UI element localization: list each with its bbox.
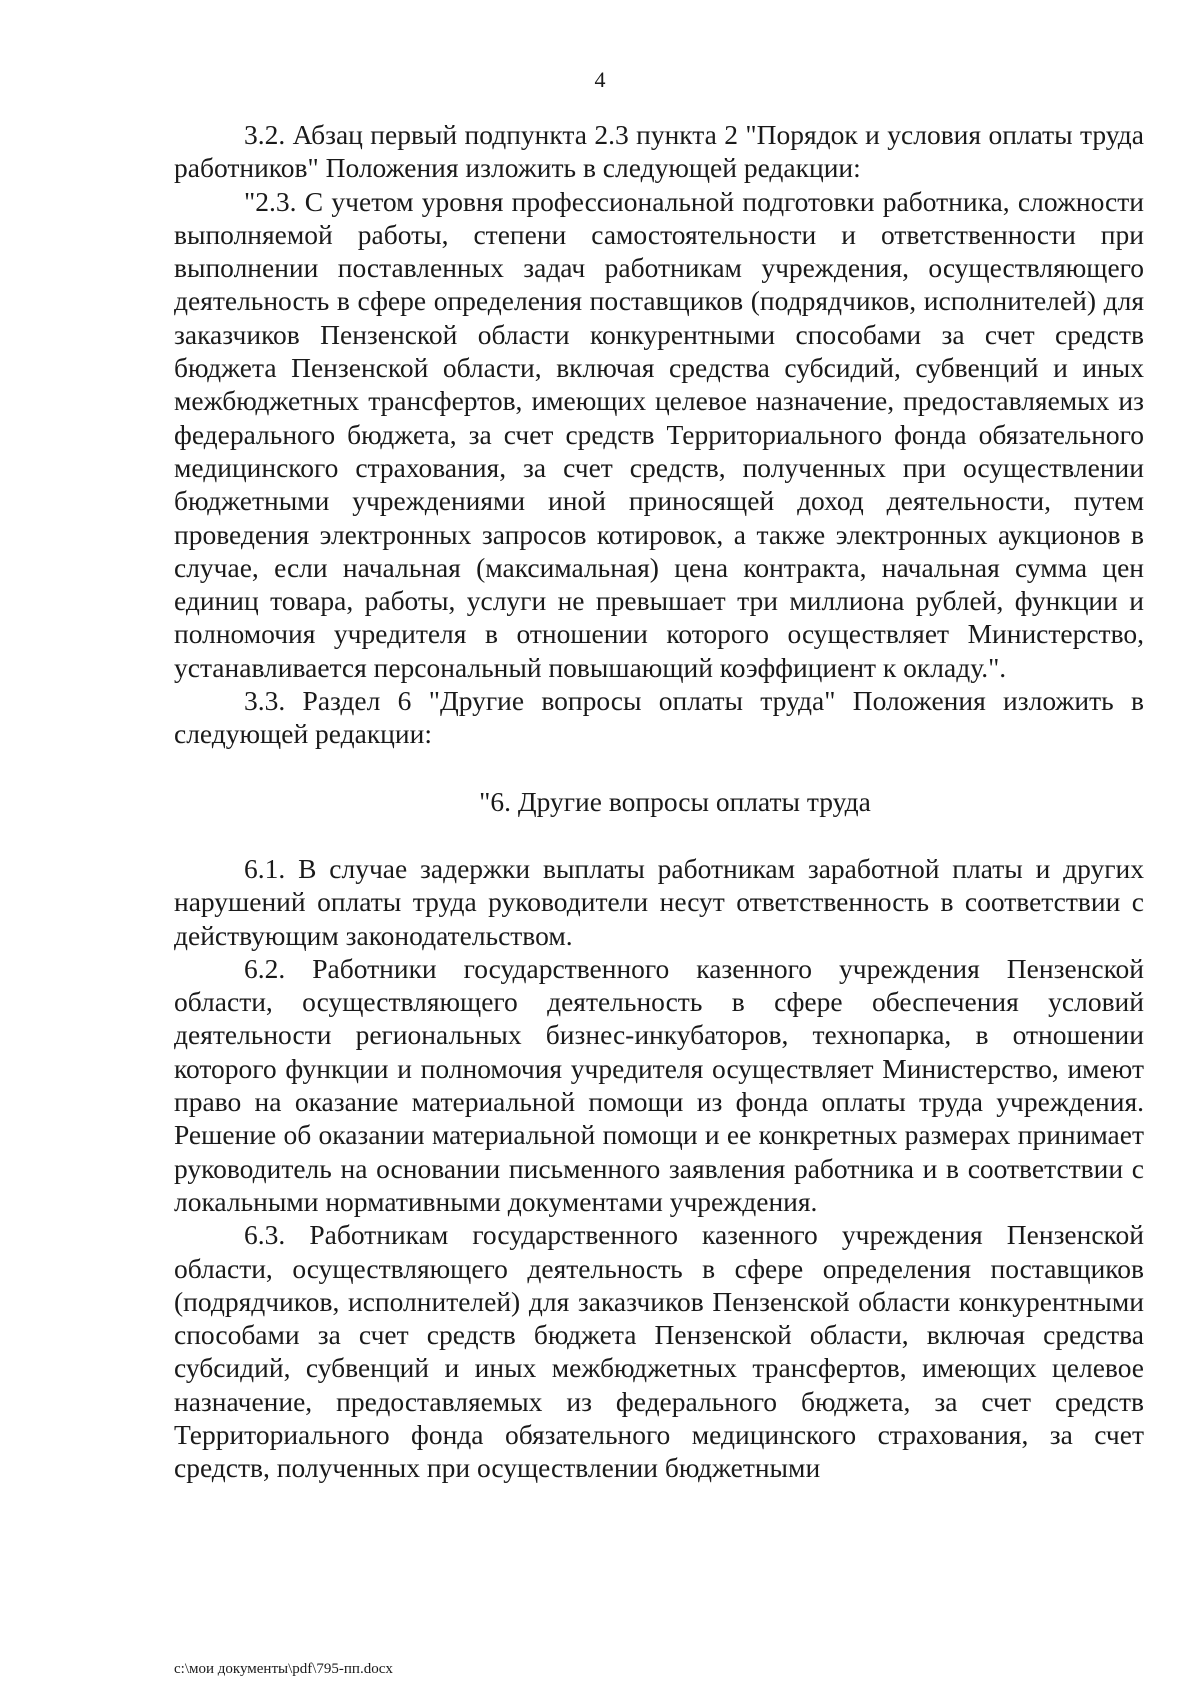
document-body bbox=[174, 118, 1144, 1485]
paragraph-6-2: 6.2. Работники государственного казенного учреждения Пензенской области, осуществляющего деятельность в сфере обеспечения условий деятельности региональных бизнес-инкубаторов, технопарка, в отношении которого функции и полномочия учредителя осуществляет Министерство, имеют право на оказание материальной помощи из фонда оплаты труда учреждения. Решение об оказании материальной помощи и ее конкретных размерах принимает руководитель на основании письменного заявления работника и в соответствии с локальными нормативными документами учреждения. bbox=[174, 952, 1144, 1217]
page-number: 4 bbox=[594, 67, 606, 92]
paragraph-6-3: 6.3. Работникам государственного казенного учреждения Пензенской области, осуществляющего деятельность в сфере определения поставщиков (подрядчиков, исполнителей) для заказчиков Пензенской области конкурентными способами за счет средств бюджета Пензенской области, включая средства субсидий, субвенций и иных межбюджетных трансфертов, имеющих целевое назначение, предоставляемых из федерального бюджета, за счет средств Территориального фонда обязательного медицинского страхования, за счет средств, полученных при осуществлении бюджетными bbox=[174, 1219, 1144, 1484]
paragraph-3-2: 3.2. Абзац первый подпункта 2.3 пункта 2 "Порядок и условия оплаты труда работников" Положения изложить в следующей редакции: bbox=[174, 119, 1144, 184]
paragraph-6-1: 6.1. В случае задержки выплаты работникам заработной платы и других нарушений оплаты труда руководители несут ответственность в соответствии с действующим законодательством. bbox=[174, 852, 1144, 951]
paragraph-3-3: 3.3. Раздел 6 "Другие вопросы оплаты труда" Положения изложить в следующей редакции: bbox=[174, 685, 1144, 750]
footer-file-path: c:\мои документы\pdf\795-пп.docx bbox=[174, 1661, 393, 1677]
paragraph-2-3: "2.3. С учетом уровня профессиональной подготовки работника, сложности выполняемой работы, степени самостоятельности и ответственности при выполнении поставленных задач работникам учреждения, осуществляющего деятельность в сфере определения поставщиков (подрядчиков, исполнителей) для заказчиков Пензенской области конкурентными способами за счет средств бюджета Пензенской области, включая средства субсидий, субвенций и иных межбюджетных трансфертов, имеющих целевое назначение, предоставляемых из федерального бюджета, за счет средств Территориального фонда обязательного медицинского страхования, за счет средств, полученных при осуществлении бюджетными учреждениями иной приносящей доход деятельности, путем проведения электронных запросов котировок, а также электронных аукционов в случае, если начальная (максимальная) цена контракта, начальная сумма цен единиц товара, работы, услуги не превышает три миллиона рублей, функции и полномочия учредителя в отношении которого осуществляет Министерство, устанавливается персональный повышающий коэффициент к окладу.". bbox=[174, 185, 1144, 683]
section-heading-6: "6. Другие вопросы оплаты труда bbox=[479, 785, 871, 817]
